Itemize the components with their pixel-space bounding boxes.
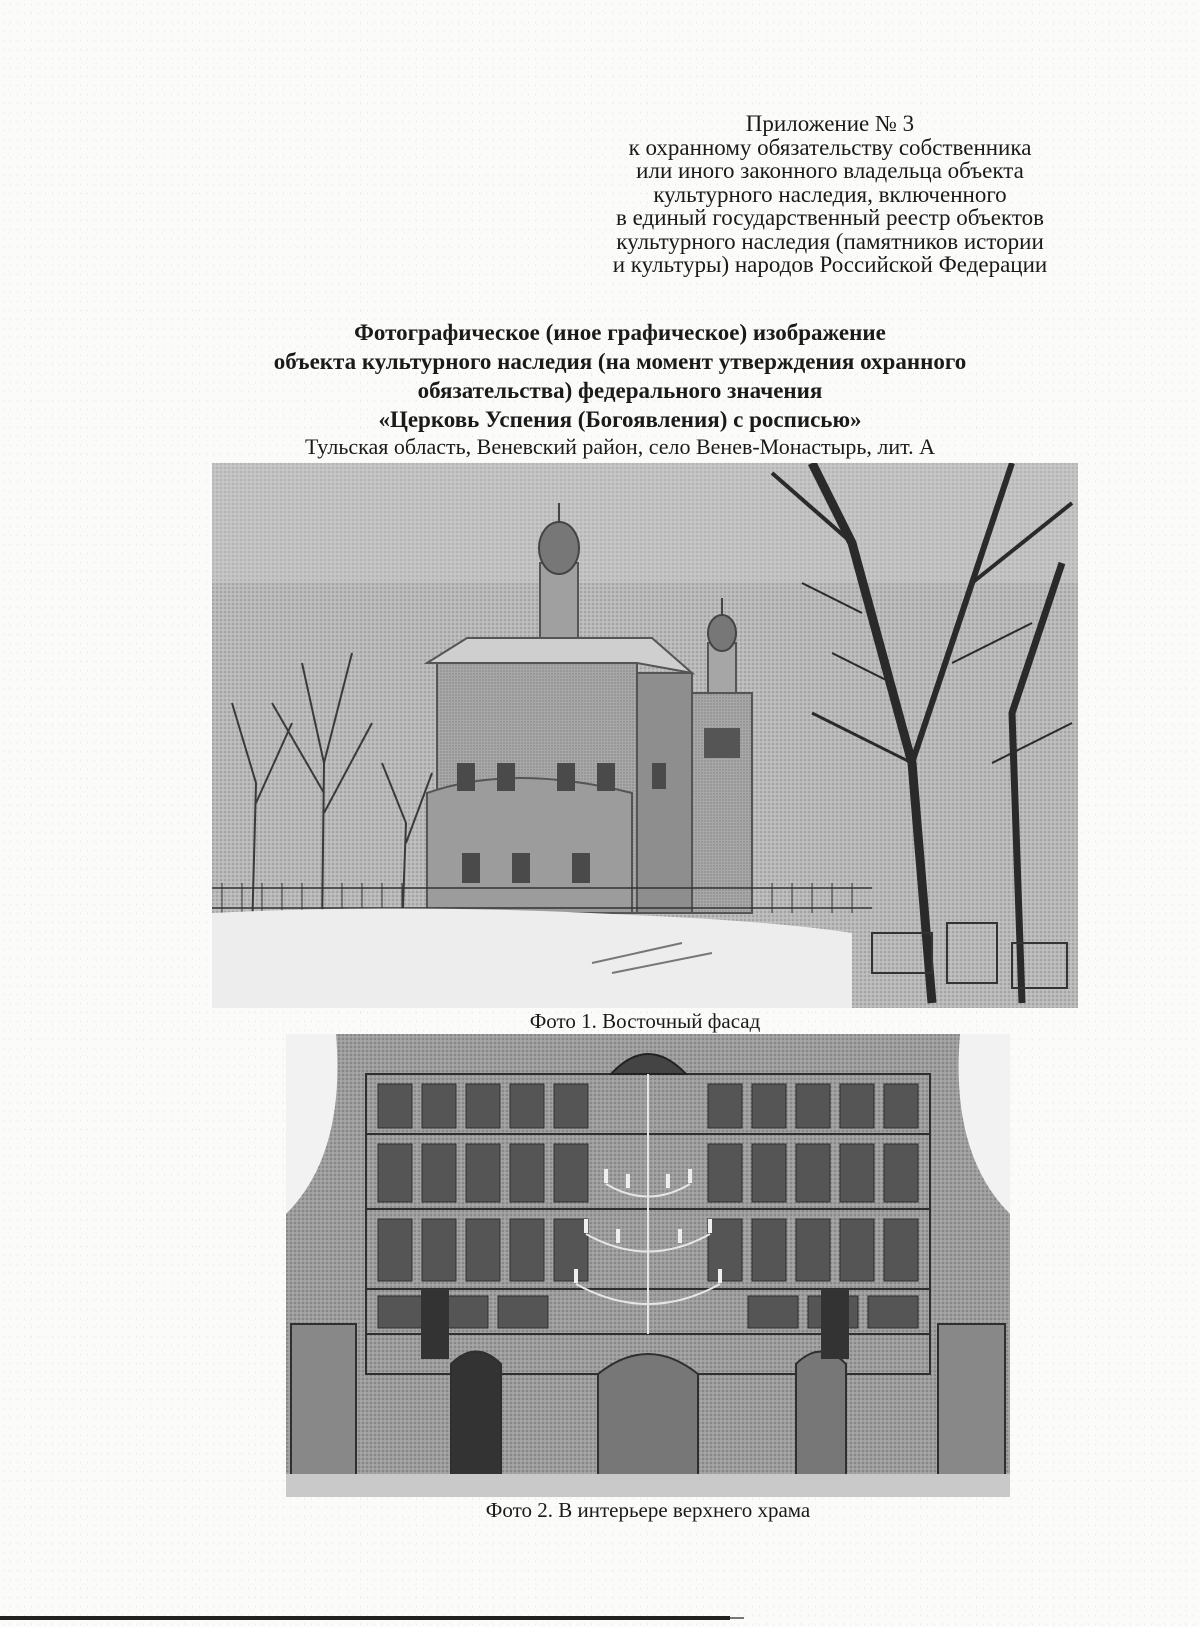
document-title bbox=[180, 318, 1060, 434]
appendix-line: Приложение № 3 bbox=[745, 111, 915, 136]
footer-rule-tail bbox=[730, 1617, 744, 1619]
appendix-line: в единый государственный реестр объектов bbox=[616, 205, 1044, 230]
appendix-line: и культуры) народов Российской Федерации bbox=[612, 252, 1048, 277]
photo-caption: Фото 1. Восточный фасад bbox=[529, 1009, 761, 1033]
photo-caption: Фото 2. В интерьере верхнего храма bbox=[485, 1498, 811, 1522]
title-line: обязательства) федерального значения bbox=[417, 378, 823, 403]
photo-east-facade bbox=[212, 463, 1078, 1008]
appendix-line: к охранному обязательству собственника bbox=[628, 134, 1032, 160]
title-line: «Церковь Успения (Богоявления) с росписью» bbox=[378, 407, 862, 432]
footer-rule bbox=[0, 1616, 730, 1620]
appendix-line: культурного наследия, включенного bbox=[653, 181, 1007, 207]
appendix-line: или иного законного владельца объекта bbox=[636, 158, 1024, 183]
title-line: Фотографическое (иное графическое) изображение bbox=[354, 320, 886, 345]
appendix-line: культурного наследия (памятников истории bbox=[616, 228, 1044, 254]
photo-interior bbox=[286, 1034, 1010, 1497]
title-line: объекта культурного наследия (на момент утверждения охранного bbox=[273, 349, 967, 374]
object-address: Тульская область, Веневский район, село Венев-Монастырь, лит. А bbox=[304, 434, 936, 459]
appendix-heading bbox=[580, 112, 1080, 277]
